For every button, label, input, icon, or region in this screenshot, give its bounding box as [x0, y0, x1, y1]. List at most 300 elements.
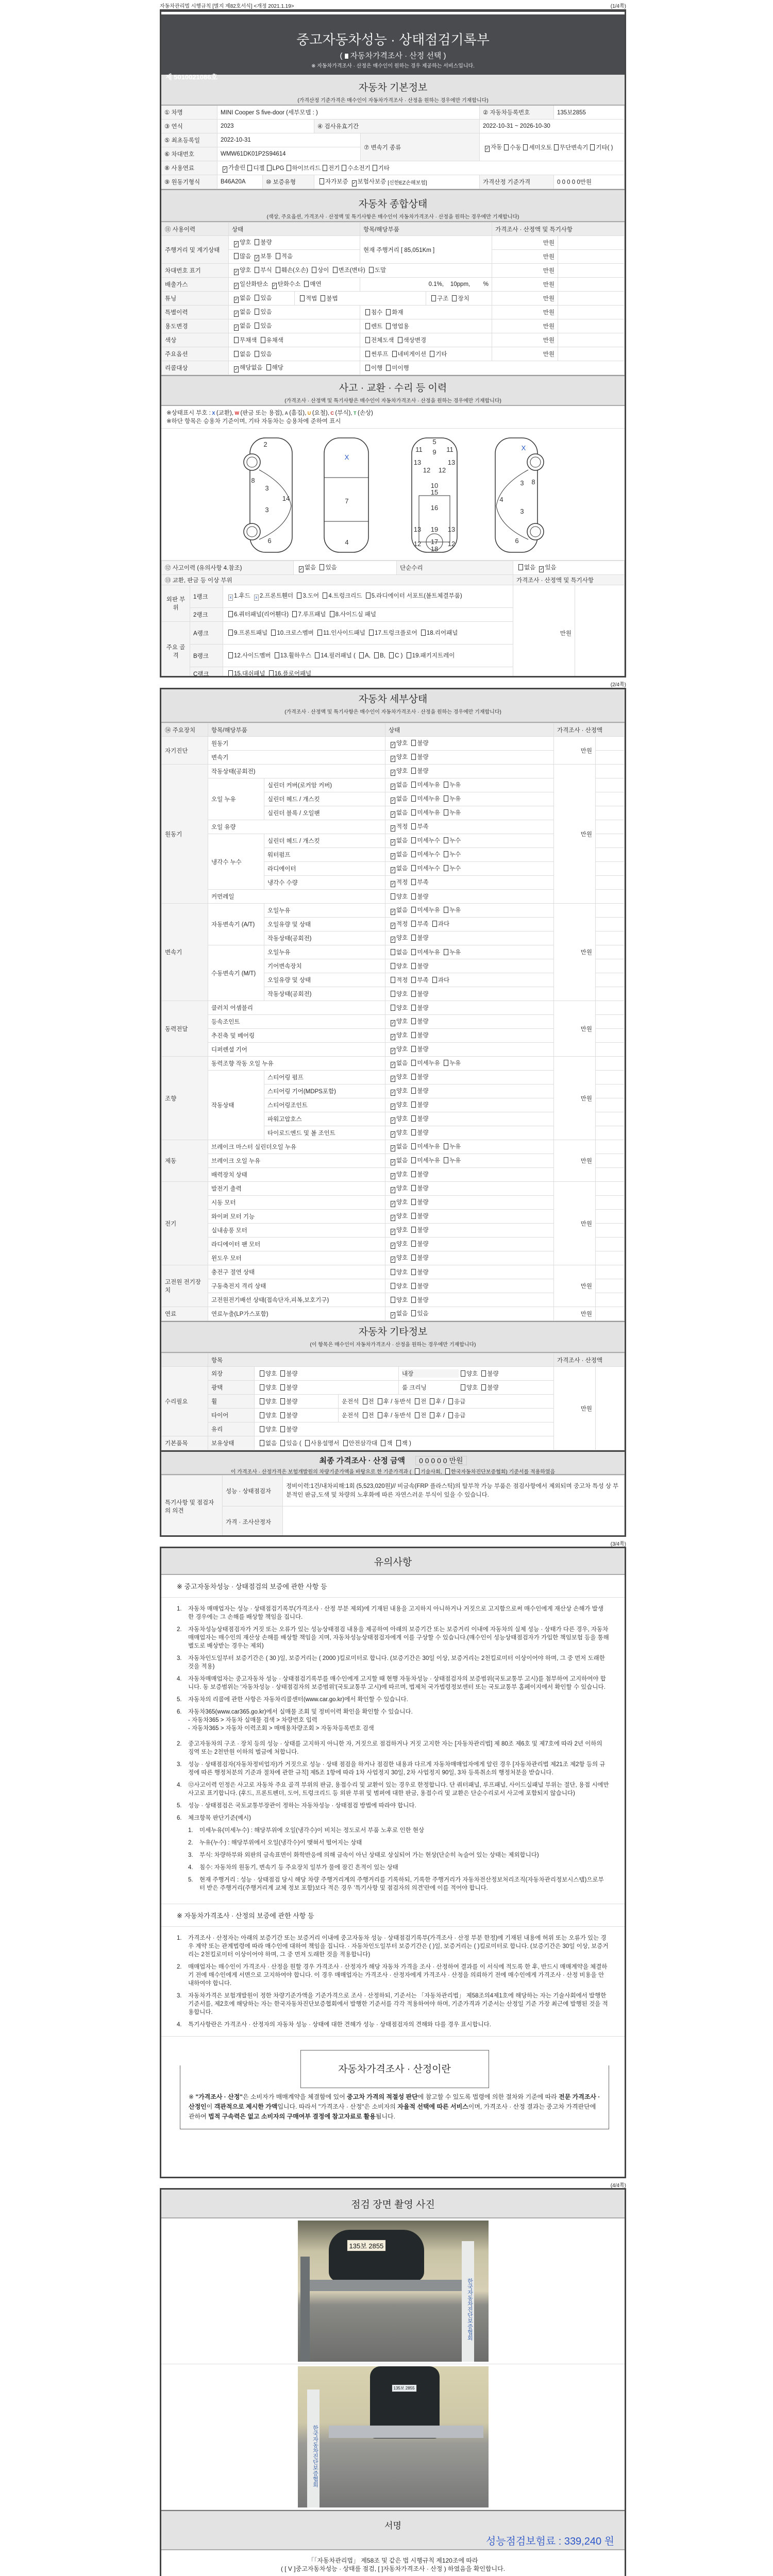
special-history-type[interactable]	[360, 306, 492, 319]
checkbox-icon[interactable]	[255, 323, 259, 329]
price-value[interactable]	[596, 945, 625, 959]
price-value[interactable]	[558, 347, 625, 361]
option-3.도어[interactable]: 3.도어	[295, 593, 321, 599]
checkbox-icon[interactable]	[374, 652, 379, 658]
price-value[interactable]	[596, 820, 625, 834]
option-양호[interactable]: ✓ 양호	[391, 1241, 410, 1248]
item-status[interactable]	[385, 1224, 554, 1238]
option-없음[interactable]: ✓ 없음	[391, 852, 410, 858]
option-18.리어패널[interactable]: 18.리어패널	[419, 630, 458, 636]
option-세미오토[interactable]: 세미오토	[521, 143, 551, 151]
item-status[interactable]	[385, 1196, 554, 1210]
checked-checkbox-icon[interactable]: ✓	[391, 867, 395, 872]
checkbox-icon[interactable]	[260, 1384, 264, 1391]
option-양호[interactable]: 양호	[389, 894, 409, 900]
price-value[interactable]	[558, 250, 625, 264]
option-양호[interactable]: ✓ 양호	[234, 240, 253, 246]
option-불량[interactable]: 불량	[278, 1413, 297, 1419]
option-누유[interactable]: 누유	[442, 796, 461, 802]
checkbox-icon[interactable]	[228, 630, 233, 636]
option-후[interactable]: 후	[376, 1413, 391, 1419]
option-5.라디에이터 서포트(볼트체결부품)[interactable]: 5.라디에이터 서포트(볼트체결부품)	[364, 593, 462, 599]
option-미세누유[interactable]: 미세누유	[409, 1158, 442, 1164]
checkbox-icon[interactable]	[266, 364, 271, 370]
option-침수[interactable]: 침수	[363, 310, 384, 316]
item-status[interactable]	[385, 890, 554, 904]
item-status[interactable]	[385, 806, 554, 820]
item-status[interactable]	[385, 1140, 554, 1154]
checkbox-icon[interactable]	[234, 337, 239, 343]
option-도말[interactable]: 도말	[367, 267, 386, 274]
option-미세누수[interactable]: 미세누수	[409, 838, 442, 844]
item-status[interactable]	[385, 918, 554, 931]
option-15.대쉬패널[interactable]: 15.대쉬패널	[226, 671, 267, 677]
checked-checkbox-icon[interactable]: x	[228, 595, 233, 601]
checked-checkbox-icon[interactable]: ✓	[234, 297, 239, 302]
item-status[interactable]	[385, 1001, 554, 1015]
checkbox-icon[interactable]	[391, 1005, 395, 1011]
checkbox-icon[interactable]	[444, 907, 448, 913]
price-value[interactable]	[558, 319, 625, 333]
item-status[interactable]	[385, 973, 554, 987]
checkbox-icon[interactable]	[378, 1412, 382, 1418]
checkbox-icon[interactable]	[363, 1398, 367, 1404]
exterior-status[interactable]	[255, 1367, 399, 1381]
price-value[interactable]	[596, 1057, 625, 1071]
option-없음[interactable]: ✓ 없음	[391, 1311, 410, 1317]
checked-checkbox-icon[interactable]: ✓	[391, 1215, 395, 1220]
item-status[interactable]	[385, 1168, 554, 1182]
option-네비게이션[interactable]: 네비게이션	[390, 351, 428, 358]
option-불량[interactable]: 불량	[409, 1019, 428, 1025]
option-응급[interactable]: 응급	[446, 1413, 465, 1419]
checkbox-icon[interactable]	[363, 1412, 367, 1418]
item-status[interactable]	[385, 1238, 554, 1251]
checkbox-icon[interactable]	[255, 309, 259, 315]
checkbox-icon[interactable]	[411, 1171, 416, 1177]
tuning-status[interactable]	[229, 292, 295, 306]
checked-checkbox-icon[interactable]: ✓	[391, 798, 395, 803]
option-12.사이드멤버[interactable]: 12.사이드멤버	[226, 653, 273, 659]
checked-checkbox-icon[interactable]: ✓	[391, 1312, 395, 1317]
color-change[interactable]	[360, 333, 492, 347]
item-status[interactable]	[385, 1279, 554, 1293]
item-status[interactable]	[385, 1210, 554, 1224]
option-미세누유[interactable]: 미세누유	[409, 1144, 442, 1150]
checkbox-icon[interactable]	[260, 1426, 264, 1432]
option-양호[interactable]: 양호	[258, 1385, 278, 1391]
option-양호[interactable]: ✓ 양호	[391, 1088, 410, 1095]
checkbox-icon[interactable]	[432, 921, 437, 927]
option-수동[interactable]: 수동	[502, 143, 521, 151]
checked-checkbox-icon[interactable]: ✓	[391, 811, 395, 817]
option-불량[interactable]: 불량	[409, 768, 428, 774]
option-미세누유[interactable]: 미세누유	[409, 950, 442, 956]
usage-change-status[interactable]	[229, 319, 360, 333]
option-불량[interactable]: 불량	[409, 1074, 428, 1080]
checkbox-icon[interactable]	[365, 309, 370, 315]
option-불량[interactable]: 불량	[409, 1185, 428, 1192]
option-없음[interactable]: 없음	[232, 351, 253, 358]
option-응급[interactable]: 응급	[446, 1399, 465, 1405]
option-상이[interactable]: 상이	[310, 267, 330, 274]
checkbox-icon[interactable]	[280, 1440, 285, 1446]
checkbox-icon[interactable]	[411, 1269, 416, 1275]
item-status[interactable]	[385, 1307, 554, 1321]
checkbox-icon[interactable]	[260, 1412, 264, 1418]
checkbox-icon[interactable]	[389, 652, 394, 658]
checkbox-icon[interactable]	[365, 337, 370, 343]
option-잭 )[interactable]: 잭 )	[394, 1440, 411, 1447]
checkbox-icon[interactable]	[411, 977, 416, 983]
option-6.쿼터패널(리어휀다)[interactable]: 6.쿼터패널(리어휀다)	[226, 612, 290, 618]
checkbox-icon[interactable]	[444, 782, 448, 788]
checkbox-icon[interactable]	[411, 1227, 416, 1233]
item-status[interactable]	[385, 1126, 554, 1140]
option-불량[interactable]: 불량	[409, 1213, 428, 1219]
option-누유[interactable]: 누유	[442, 782, 461, 788]
checkbox-icon[interactable]	[234, 253, 239, 259]
option-미이행[interactable]: 미이행	[384, 365, 409, 371]
checkbox-icon[interactable]	[411, 893, 416, 900]
checked-checkbox-icon[interactable]: ✓	[391, 923, 395, 928]
checked-checkbox-icon[interactable]: ✓	[391, 839, 395, 844]
option-부족[interactable]: 부족	[409, 879, 428, 886]
checkbox-icon[interactable]	[398, 337, 402, 343]
checked-checkbox-icon[interactable]: ✓	[391, 756, 395, 761]
checkbox-icon[interactable]	[276, 253, 280, 259]
checkbox-icon[interactable]	[276, 267, 280, 273]
option-미세누유[interactable]: 미세누유	[409, 1060, 442, 1066]
special-history-status[interactable]	[229, 306, 360, 319]
option-있음[interactable]: 있음	[253, 309, 272, 315]
checkbox-icon[interactable]	[444, 949, 448, 955]
checked-checkbox-icon[interactable]: ✓	[391, 1048, 395, 1053]
option-B,[interactable]: B,	[372, 653, 387, 659]
item-status[interactable]	[385, 1098, 554, 1112]
option-많음[interactable]: 많음	[232, 253, 253, 260]
checkbox-icon[interactable]	[590, 144, 595, 150]
option-있음[interactable]: 있음	[253, 323, 272, 329]
option-적정[interactable]: ✓ 적정	[391, 824, 410, 831]
checkbox-icon[interactable]	[444, 1157, 448, 1163]
option-일산화탄소[interactable]: ✓ 일산화탄소	[234, 281, 270, 288]
option-장치[interactable]: 장치	[450, 296, 469, 302]
price-value[interactable]	[596, 890, 625, 904]
tuning-legality[interactable]	[295, 292, 426, 306]
checkbox-icon[interactable]	[275, 652, 279, 658]
option-전[interactable]: 전	[361, 1413, 376, 1419]
option-양호[interactable]: 양호	[258, 1413, 278, 1419]
checked-checkbox-icon[interactable]: ✓	[391, 1076, 395, 1081]
checkbox-icon[interactable]	[430, 1412, 434, 1418]
option-2.프론트휀더[interactable]: x 2.프론트휀더	[252, 593, 295, 599]
emission-options[interactable]	[229, 278, 360, 292]
option-있음[interactable]: 있음	[317, 565, 337, 571]
checkbox-icon[interactable]	[317, 630, 322, 636]
option-양호[interactable]: ✓ 양호	[391, 768, 410, 775]
accident-history-status[interactable]	[294, 561, 397, 575]
item-status[interactable]	[385, 848, 554, 862]
checked-checkbox-icon[interactable]: ✓	[540, 566, 544, 571]
checked-checkbox-icon[interactable]: ✓	[391, 1145, 395, 1150]
checkbox-icon[interactable]	[391, 977, 395, 983]
checkbox-icon[interactable]	[411, 837, 416, 843]
option-적정[interactable]: 적정	[389, 977, 409, 984]
option-자가보증[interactable]: 자가보증	[317, 179, 350, 185]
option-있음[interactable]: 있음	[409, 1311, 428, 1317]
option-불량[interactable]: 불량	[409, 1199, 428, 1206]
checkbox-icon[interactable]	[269, 670, 274, 676]
option-양호[interactable]: 양호	[389, 963, 409, 970]
checkbox-icon[interactable]	[411, 921, 416, 927]
holding-status[interactable]	[255, 1436, 554, 1450]
option-불량[interactable]: 불량	[409, 894, 428, 900]
price-value[interactable]	[596, 778, 625, 792]
option-전[interactable]: 전	[413, 1413, 428, 1419]
checkbox-icon[interactable]	[411, 1129, 416, 1136]
price-value[interactable]	[596, 1084, 625, 1098]
checked-checkbox-icon[interactable]: ✓	[272, 283, 277, 288]
checkbox-icon[interactable]	[523, 144, 528, 150]
option-누유[interactable]: 누유	[442, 1158, 461, 1164]
option-전[interactable]: 전	[413, 1399, 428, 1405]
checkbox-icon[interactable]	[411, 1255, 416, 1261]
option-없음[interactable]: ✓ 없음	[391, 1144, 410, 1150]
checkbox-icon[interactable]	[411, 1297, 416, 1303]
checked-checkbox-icon[interactable]: ✓	[299, 566, 304, 571]
checkbox-icon[interactable]	[411, 1018, 416, 1024]
checkbox-icon[interactable]	[342, 165, 346, 171]
price-value[interactable]	[596, 1182, 625, 1196]
option-부족[interactable]: 부족	[409, 824, 428, 830]
option-누유[interactable]: 누유	[442, 810, 461, 816]
checkbox-icon[interactable]	[255, 351, 259, 357]
checked-checkbox-icon[interactable]: ✓	[234, 241, 239, 246]
option-불량[interactable]: 불량	[409, 991, 428, 997]
option-누유[interactable]: 누유	[442, 1144, 461, 1150]
option-전기[interactable]: 전기	[321, 164, 340, 172]
item-status[interactable]	[385, 1029, 554, 1043]
checkbox-icon[interactable]	[411, 1115, 416, 1122]
option-디젤[interactable]: 디젤	[245, 164, 264, 172]
checkbox-icon[interactable]	[554, 144, 559, 150]
checkbox-icon[interactable]	[267, 165, 272, 171]
option-불량[interactable]: 불량	[409, 1227, 428, 1233]
option-없음[interactable]: ✓ 없음	[391, 838, 410, 844]
checked-checkbox-icon[interactable]: ✓	[352, 180, 357, 185]
checked-checkbox-icon[interactable]: x	[254, 595, 259, 601]
checkbox-icon[interactable]	[359, 652, 364, 658]
checked-checkbox-icon[interactable]: ✓	[391, 1117, 395, 1123]
price-value[interactable]	[596, 1196, 625, 1210]
option-11.인사이드패널[interactable]: 11.인사이드패널	[315, 630, 367, 636]
option-적정[interactable]: ✓ 적정	[391, 921, 410, 928]
option-적음[interactable]: 적음	[274, 253, 293, 260]
price-value[interactable]	[558, 333, 625, 347]
option-보통[interactable]: ✓ 보통	[255, 253, 274, 260]
option-부식[interactable]: 부식	[253, 267, 273, 274]
checkbox-icon[interactable]	[444, 1060, 448, 1066]
option-9.프론트패널[interactable]: 9.프론트패널	[226, 630, 269, 636]
price-value[interactable]	[596, 1140, 625, 1154]
option-LPG[interactable]: LPG	[265, 165, 284, 172]
option-없음[interactable]: ✓ 없음	[391, 1060, 410, 1067]
option-누수[interactable]: 누수	[442, 852, 461, 858]
checkbox-icon[interactable]	[411, 1074, 416, 1080]
option-기타( )[interactable]: 기타( )	[588, 143, 613, 151]
option-8.사이드실 패널[interactable]: 8.사이드실 패널	[328, 612, 376, 618]
option-불량[interactable]: 불량	[409, 740, 428, 747]
checkbox-icon[interactable]	[228, 652, 233, 658]
checked-checkbox-icon[interactable]: ✓	[391, 1173, 395, 1178]
option-과다[interactable]: 과다	[430, 977, 449, 984]
checkbox-icon[interactable]	[432, 977, 437, 983]
option-미세누수[interactable]: 미세누수	[409, 866, 442, 872]
checkbox-icon[interactable]	[444, 809, 448, 816]
option-양호[interactable]: ✓ 양호	[391, 1213, 410, 1220]
item-status[interactable]	[385, 1057, 554, 1071]
checked-checkbox-icon[interactable]: ✓	[391, 1187, 395, 1192]
item-status[interactable]	[385, 945, 554, 959]
checkbox-icon[interactable]	[386, 323, 391, 329]
rank-parts[interactable]	[223, 645, 513, 667]
option-자동[interactable]: ✓ 자동	[485, 144, 502, 151]
checkbox-icon[interactable]	[452, 295, 457, 301]
checkbox-icon[interactable]	[280, 1370, 285, 1377]
price-value[interactable]	[596, 959, 625, 973]
checked-checkbox-icon[interactable]: ✓	[234, 283, 239, 288]
option-양호[interactable]: 양호	[459, 1385, 479, 1391]
option-없음[interactable]: ✓ 없음	[299, 565, 318, 571]
option-불량[interactable]: 불량	[409, 1297, 428, 1303]
price-value[interactable]	[596, 806, 625, 820]
option-불량[interactable]: 불량	[278, 1371, 297, 1377]
item-status[interactable]	[385, 1084, 554, 1098]
checkbox-icon[interactable]	[411, 768, 416, 774]
checkbox-icon[interactable]	[518, 564, 523, 570]
option-C )[interactable]: C )	[387, 653, 405, 659]
options-type[interactable]	[360, 347, 492, 361]
price-value[interactable]	[575, 585, 625, 678]
checkbox-icon[interactable]	[261, 337, 265, 343]
price-value[interactable]	[596, 973, 625, 987]
option-무단변속기[interactable]: 무단변속기	[552, 143, 589, 151]
checkbox-icon[interactable]	[411, 754, 416, 760]
price-value[interactable]	[596, 1251, 625, 1265]
item-status[interactable]	[385, 1071, 554, 1084]
option-있음 ([interactable]: 있음 (	[278, 1440, 303, 1447]
wheel-status[interactable]	[255, 1395, 339, 1409]
checkbox-icon[interactable]	[415, 1412, 419, 1418]
option-양호[interactable]: 양호	[389, 1269, 409, 1276]
checkbox-icon[interactable]	[271, 630, 276, 636]
item-status[interactable]	[385, 1182, 554, 1196]
checkbox-icon[interactable]	[391, 1283, 395, 1289]
checkbox-icon[interactable]	[386, 309, 391, 315]
option-불량[interactable]: 불량	[409, 1102, 428, 1108]
option-양호[interactable]: 양호	[389, 991, 409, 997]
tire-status[interactable]	[255, 1409, 339, 1422]
option-기타[interactable]: 기타	[371, 164, 390, 172]
option-없음[interactable]: ✓ 없음	[391, 866, 410, 872]
checkbox-icon[interactable]	[255, 267, 259, 273]
price-value[interactable]	[596, 751, 625, 765]
option-해당[interactable]: 해당	[264, 365, 283, 371]
recall-compliance[interactable]	[360, 361, 625, 375]
checkbox-icon[interactable]	[365, 365, 370, 371]
checkbox-icon[interactable]	[444, 865, 448, 871]
option-없음[interactable]: ✓ 없음	[391, 907, 410, 914]
checkbox-icon[interactable]	[411, 1005, 416, 1011]
price-value[interactable]	[596, 1154, 625, 1168]
checkbox-icon[interactable]	[411, 851, 416, 857]
checkbox-icon[interactable]	[300, 295, 305, 301]
option-양호[interactable]: 양호	[389, 1005, 409, 1011]
option-16.플로어패널[interactable]: 16.플로어패널	[267, 671, 312, 677]
option-양호[interactable]: 양호	[258, 1371, 278, 1377]
option-미세누유[interactable]: 미세누유	[409, 907, 442, 913]
price-value[interactable]	[596, 1168, 625, 1182]
checkbox-icon[interactable]	[391, 893, 395, 900]
price-value[interactable]	[596, 848, 625, 862]
item-status[interactable]	[385, 834, 554, 848]
price-value[interactable]	[596, 1238, 625, 1251]
checkbox-icon[interactable]	[373, 165, 377, 171]
item-status[interactable]	[385, 904, 554, 918]
checkbox-icon[interactable]	[504, 144, 509, 150]
option-매연[interactable]: 매연	[302, 281, 321, 287]
option-없음[interactable]: ✓ 없음	[391, 810, 410, 817]
checked-checkbox-icon[interactable]: ✓	[391, 1090, 395, 1095]
option-양호[interactable]: ✓ 양호	[391, 1046, 410, 1053]
option-누수[interactable]: 누수	[442, 866, 461, 872]
option-하이브리드[interactable]: 하이브리드	[284, 164, 321, 172]
option-이행[interactable]: 이행	[363, 365, 384, 371]
checkbox-icon[interactable]	[411, 1185, 416, 1191]
option-구조[interactable]: 구조	[429, 296, 450, 302]
item-status[interactable]	[385, 1154, 554, 1168]
checkbox-icon[interactable]	[344, 53, 349, 59]
option-불량[interactable]: 불량	[409, 935, 428, 941]
option-없음[interactable]: ✓ 없음	[234, 295, 253, 302]
glass-status[interactable]	[255, 1422, 554, 1436]
price-value[interactable]	[596, 931, 625, 945]
option-양호[interactable]: ✓ 양호	[391, 1116, 410, 1123]
option-적정[interactable]: ✓ 적정	[391, 879, 410, 886]
checkbox-icon[interactable]	[411, 949, 416, 955]
item-status[interactable]	[385, 862, 554, 876]
option-양호[interactable]: ✓ 양호	[391, 1074, 410, 1081]
option-색상변경[interactable]: 색상변경	[396, 337, 426, 344]
option-7.루프패널[interactable]: 7.루프패널	[290, 612, 327, 618]
option-양호[interactable]: ✓ 양호	[391, 935, 410, 942]
checkbox-icon[interactable]	[421, 630, 426, 636]
option-없음[interactable]: ✓ 없음	[391, 796, 410, 803]
checked-checkbox-icon[interactable]: ✓	[391, 1201, 395, 1206]
checked-checkbox-icon[interactable]: ✓	[391, 770, 395, 775]
checkbox-icon[interactable]	[312, 267, 316, 273]
price-value[interactable]	[596, 1279, 625, 1293]
price-value[interactable]	[596, 1001, 625, 1015]
option-누유[interactable]: 누유	[442, 950, 461, 956]
checkbox-icon[interactable]	[444, 1143, 448, 1149]
checkbox-icon[interactable]	[411, 1032, 416, 1038]
checkbox-icon[interactable]	[415, 1398, 419, 1404]
checkbox-icon[interactable]	[444, 795, 448, 802]
option-불량[interactable]: 불량	[409, 1046, 428, 1053]
option-불량[interactable]: 불량	[409, 1172, 428, 1178]
